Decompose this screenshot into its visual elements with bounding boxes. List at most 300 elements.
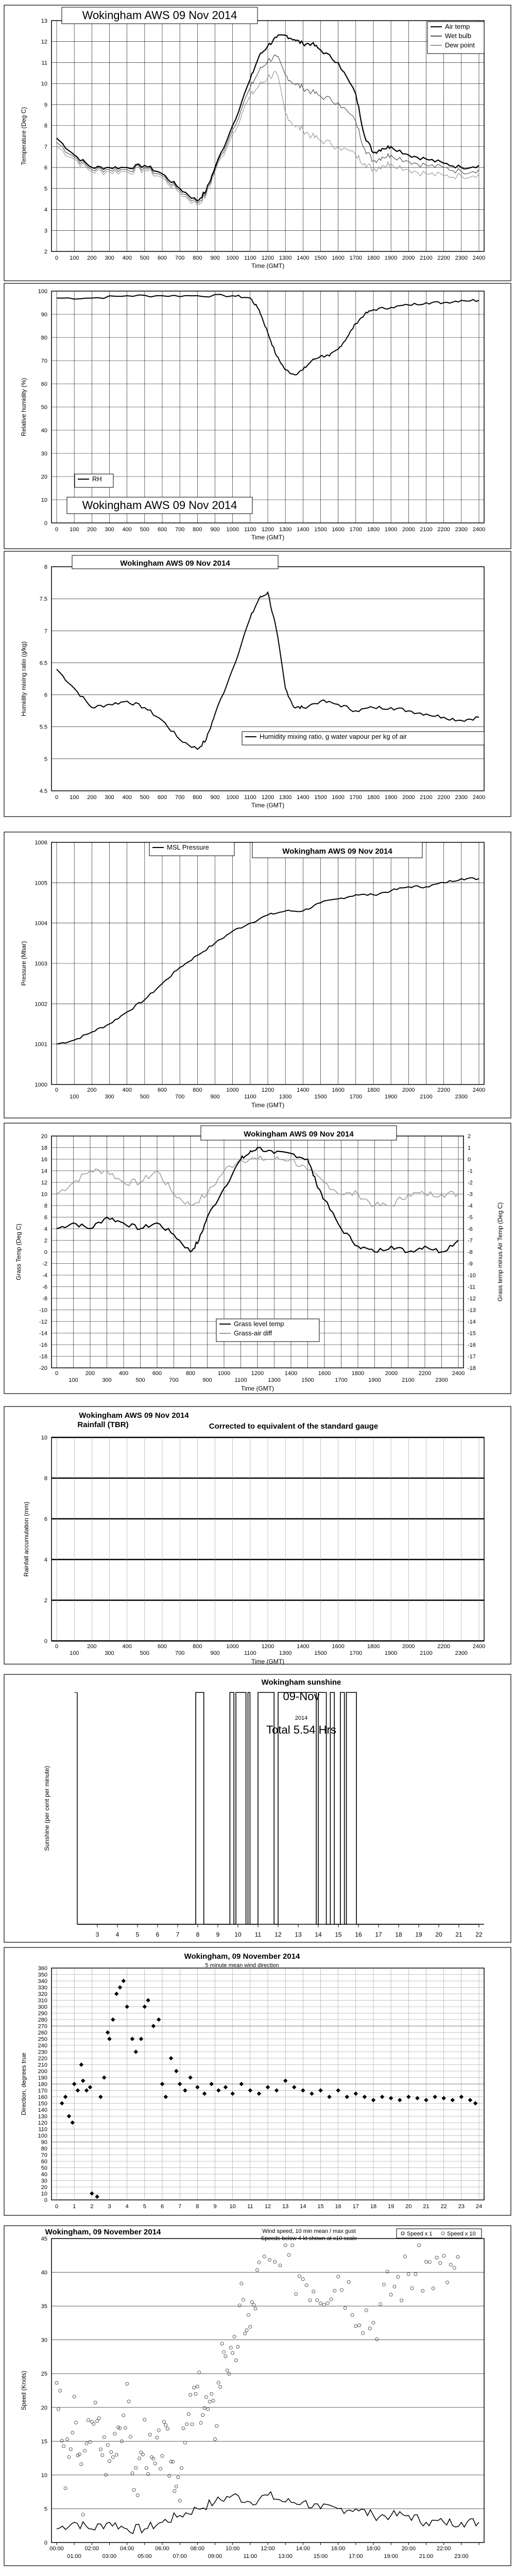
y-tick-label: 300 (38, 2004, 47, 2010)
x-tick-label: 2100 (402, 1377, 415, 1383)
x-tick-label: 00:00 (49, 2546, 64, 2552)
x-tick-label: 500 (140, 255, 150, 261)
x-tick-label: 1700 (335, 1377, 348, 1383)
y-tick-label: 10 (41, 1191, 47, 1198)
x-tick-label: 3 (95, 1931, 99, 1938)
y-tick-label: 35 (41, 2303, 47, 2310)
x-tick-label: 23 (458, 2204, 465, 2210)
date-label: 09-Nov (283, 1690, 320, 1703)
y-tick-label: 1003 (35, 961, 47, 967)
x-tick-label: 16 (335, 2204, 341, 2210)
x-tick-label: 0 (55, 255, 59, 261)
x-tick-label: 20 (435, 1931, 442, 1938)
y-tick-label: 20 (41, 474, 47, 480)
y-tick-label: 20 (41, 2184, 47, 2191)
y-tick-label: 6 (44, 692, 47, 699)
y-tick-label: 20 (41, 1133, 47, 1140)
x-tick-label: 13 (282, 2204, 289, 2210)
x-tick-label: 2300 (455, 1094, 468, 1100)
y-tick-label: 6 (44, 1516, 47, 1522)
y-axis-title: Temperature (Deg C) (20, 107, 27, 165)
y-tick-label: 30 (41, 2178, 47, 2184)
y-tick-label: -10 (39, 1307, 47, 1314)
y-tick-label: -20 (39, 1365, 47, 1371)
y-tick-label: 3 (44, 228, 47, 234)
y-axis-title: Pressure (Mbar) (20, 941, 27, 986)
y2-tick-label: -2 (468, 1180, 473, 1186)
x-tick-label: 1500 (314, 1094, 327, 1100)
y2-tick-label: -7 (468, 1238, 473, 1244)
x-tick-label: 1000 (226, 527, 239, 533)
y-tick-label: 8 (44, 1203, 47, 1209)
x-tick-label: 600 (157, 255, 167, 261)
x-tick-label: 14:00 (296, 2546, 311, 2552)
y-tick-label: 250 (38, 2036, 47, 2043)
x-tick-label: 400 (118, 1370, 129, 1377)
x-tick-label: 1800 (367, 1643, 380, 1650)
chart-subtitle: Wind speed, 10 min mean / max gust (262, 2228, 356, 2234)
x-tick-label: 700 (169, 1377, 179, 1383)
x-tick-label: 1600 (332, 794, 345, 801)
y-tick-label: 210 (38, 2062, 47, 2069)
x-tick-label: 600 (157, 794, 167, 801)
y-tick-label: 80 (41, 335, 47, 341)
x-tick-label: 2100 (420, 1650, 433, 1656)
x-tick-label: 2 (90, 2204, 94, 2210)
x-tick-label: 2000 (385, 1370, 398, 1377)
x-tick-label: 400 (122, 255, 132, 261)
x-axis-title: Time (GMT) (251, 262, 285, 269)
x-tick-label: 2000 (402, 1087, 415, 1093)
y-tick-label: 18 (41, 1145, 47, 1151)
y-tick-label: 1004 (35, 920, 47, 927)
y-axis-title: Relative humidity (%) (20, 378, 27, 436)
y2-tick-label: -4 (468, 1203, 473, 1209)
x-tick-label: 1900 (384, 1650, 398, 1656)
y-tick-label: 350 (38, 1972, 47, 1978)
y-tick-label: 90 (41, 2139, 47, 2146)
x-tick-label: 100 (69, 794, 79, 801)
x-tick-label: 1600 (332, 1087, 345, 1093)
x-tick-label: 10 (234, 1931, 242, 1938)
y-tick-label: 12 (41, 39, 47, 45)
y-tick-label: 30 (41, 2337, 47, 2344)
y-tick-label: 280 (38, 2017, 47, 2023)
x-tick-label: 2300 (455, 527, 468, 533)
y-tick-label: 270 (38, 2023, 47, 2030)
y2-tick-label: -17 (468, 1353, 476, 1360)
y-tick-label: 5.5 (39, 724, 47, 731)
x-tick-label: 09:00 (208, 2553, 222, 2560)
x-tick-label: 15 (317, 2204, 324, 2210)
x-tick-label: 24 (475, 2204, 483, 2210)
x-tick-label: 1400 (297, 1643, 310, 1650)
y-tick-label: 100 (38, 289, 47, 295)
x-tick-label: 17:00 (349, 2553, 363, 2560)
x-tick-label: 20 (405, 2204, 412, 2210)
x-tick-label: 1700 (349, 1094, 363, 1100)
x-tick-label: 15 (335, 1931, 342, 1938)
x-tick-label: 2100 (420, 794, 433, 801)
chart-title: Wokingham AWS 09 Nov 2014 (120, 559, 230, 568)
x-tick-label: 2400 (472, 1087, 486, 1093)
legend-label: Speed x 10 (447, 2231, 476, 2237)
y-tick-label: 5 (44, 185, 47, 192)
x-tick-label: 5 (143, 2204, 146, 2210)
y-tick-label: 0 (44, 1638, 47, 1645)
x-tick-label: 1700 (349, 255, 363, 261)
y-tick-label: -6 (42, 1284, 47, 1291)
x-tick-label: 1100 (244, 1650, 256, 1656)
x-tick-label: 7 (178, 2204, 182, 2210)
x-tick-label: 2300 (455, 794, 468, 801)
x-tick-label: 6 (156, 1931, 160, 1938)
x-tick-label: 19:00 (384, 2553, 398, 2560)
x-tick-label: 2300 (435, 1377, 448, 1383)
x-tick-label: 12 (274, 1931, 282, 1938)
x-tick-label: 0 (55, 2204, 59, 2210)
x-tick-label: 1600 (332, 527, 345, 533)
x-tick-label: 900 (210, 1094, 220, 1100)
x-tick-label: 1400 (297, 1087, 310, 1093)
x-tick-label: 16:00 (331, 2546, 346, 2552)
x-tick-label: 2000 (402, 794, 415, 801)
x-tick-label: 16 (355, 1931, 362, 1938)
x-tick-label: 2200 (437, 1087, 450, 1093)
total-label: Total 5.54 Hrs (266, 1723, 336, 1736)
x-tick-label: 2000 (402, 255, 415, 261)
y2-tick-label: -8 (468, 1249, 473, 1256)
x-tick-label: 300 (102, 1377, 112, 1383)
y-tick-label: 40 (41, 428, 47, 434)
x-tick-label: 5 (135, 1931, 140, 1938)
y-tick-label: 100 (38, 2133, 47, 2139)
x-tick-label: 900 (210, 527, 220, 533)
x-tick-label: 700 (175, 1650, 185, 1656)
y-tick-label: 10 (41, 2472, 47, 2479)
x-tick-label: 1400 (284, 1370, 298, 1377)
x-tick-label: 200 (87, 1643, 97, 1650)
x-tick-label: 800 (193, 1643, 202, 1650)
y-axis-title: Sunshine (per cent per minute) (43, 1766, 50, 1851)
y-tick-label: 150 (38, 2100, 47, 2107)
x-tick-label: 21 (455, 1931, 462, 1938)
x-tick-label: 800 (193, 1087, 202, 1093)
x-tick-label: 900 (210, 255, 220, 261)
y-tick-label: 310 (38, 1997, 47, 2004)
y-tick-label: 5 (44, 2506, 47, 2513)
y-tick-label: 12 (41, 1180, 47, 1186)
x-tick-label: 1000 (226, 1643, 239, 1650)
x-tick-label: 500 (140, 794, 150, 801)
x-tick-label: 100 (69, 255, 79, 261)
x-tick-label: 23:00 (454, 2553, 469, 2560)
x-tick-label: 10 (229, 2204, 236, 2210)
x-tick-label: 2200 (437, 1643, 450, 1650)
y-tick-label: 0 (44, 520, 47, 527)
x-tick-label: 06:00 (155, 2546, 169, 2552)
x-tick-label: 2400 (472, 794, 486, 801)
x-tick-label: 21:00 (419, 2553, 434, 2560)
y-tick-label: 110 (38, 2126, 47, 2133)
y-tick-label: 2 (44, 1598, 47, 1604)
x-tick-label: 400 (122, 1643, 132, 1650)
y-tick-label: 10 (41, 497, 47, 503)
x-tick-label: 1500 (314, 1650, 327, 1656)
x-axis-title: Time (GMT) (251, 534, 285, 541)
x-tick-label: 02:00 (84, 2546, 99, 2552)
x-tick-label: 500 (140, 1094, 150, 1100)
legend-label: MSL Pressure (167, 843, 209, 851)
x-tick-label: 800 (193, 527, 202, 533)
x-tick-label: 300 (105, 794, 114, 801)
x-tick-label: 18 (370, 2204, 377, 2210)
y-tick-label: -8 (42, 1296, 47, 1302)
x-tick-label: 2100 (420, 255, 433, 261)
y-tick-label: -18 (39, 1353, 47, 1360)
x-tick-label: 1600 (318, 1370, 331, 1377)
x-tick-label: 1100 (244, 794, 256, 801)
x-tick-label: 01:00 (67, 2553, 81, 2560)
y-tick-label: 1001 (35, 1041, 47, 1048)
x-tick-label: 1000 (226, 1087, 239, 1093)
y-tick-label: 1002 (35, 1001, 47, 1008)
y-tick-label: 6 (44, 165, 47, 172)
legend-label: RH (92, 475, 102, 483)
x-tick-label: 1200 (261, 1643, 274, 1650)
x-tick-label: 20:00 (401, 2546, 416, 2552)
y-tick-label: 4 (44, 1557, 47, 1563)
y-tick-label: 200 (38, 2069, 47, 2075)
legend-label: Grass-air diff (234, 1329, 272, 1337)
x-tick-label: 0 (55, 527, 59, 533)
x-tick-label: 17 (375, 1931, 382, 1938)
x-tick-label: 2200 (437, 527, 450, 533)
x-tick-label: 2400 (472, 255, 486, 261)
x-tick-label: 1900 (384, 794, 398, 801)
y-tick-label: 50 (41, 2165, 47, 2172)
x-tick-label: 1800 (367, 527, 380, 533)
y2-tick-label: -6 (468, 1226, 473, 1232)
y-tick-label: 70 (41, 358, 47, 364)
x-tick-label: 400 (122, 794, 132, 801)
y2-tick-label: -3 (468, 1191, 473, 1198)
x-tick-label: 1100 (234, 1377, 247, 1383)
y-tick-label: 4 (44, 1226, 47, 1232)
x-tick-label: 19 (415, 1931, 422, 1938)
y-tick-label: 160 (38, 2094, 47, 2100)
x-tick-label: 700 (175, 527, 185, 533)
y-tick-label: 50 (41, 404, 47, 411)
x-tick-label: 1100 (244, 527, 256, 533)
chart-title: Wokingham AWS 09 Nov 2014 (82, 499, 237, 512)
x-tick-label: 1200 (261, 1087, 274, 1093)
x-tick-label: 800 (185, 1370, 196, 1377)
y-tick-label: 2 (44, 1238, 47, 1244)
x-tick-label: 200 (85, 1370, 95, 1377)
y-tick-label: 130 (38, 2113, 47, 2120)
x-tick-label: 08:00 (190, 2546, 205, 2552)
y2-tick-label: -1 (468, 1168, 473, 1175)
x-tick-label: 21 (423, 2204, 430, 2210)
x-tick-label: 1 (73, 2204, 76, 2210)
chart-panel-7 (4, 1674, 511, 1942)
plot-area-3 (52, 567, 484, 791)
y-tick-label: 240 (38, 2043, 47, 2049)
x-tick-label: 1900 (384, 255, 398, 261)
x-tick-label: 14 (315, 1931, 322, 1938)
x-tick-label: 1700 (349, 527, 363, 533)
x-tick-label: 3 (108, 2204, 111, 2210)
x-tick-label: 900 (210, 1650, 220, 1656)
x-tick-label: 200 (87, 527, 97, 533)
x-tick-label: 2400 (452, 1370, 465, 1377)
x-tick-label: 1700 (349, 1650, 363, 1656)
y2-tick-label: 2 (468, 1133, 471, 1140)
x-tick-label: 9 (216, 1931, 220, 1938)
y-tick-label: 6.5 (39, 660, 47, 667)
y-tick-label: 4 (44, 207, 47, 213)
y-tick-label: 220 (38, 2056, 47, 2062)
x-tick-label: 900 (210, 794, 220, 801)
y-tick-label: 1000 (35, 1082, 47, 1088)
y2-tick-label: -15 (468, 1330, 476, 1337)
x-tick-label: 700 (175, 794, 185, 801)
y-axis-title: Rainfall accumulation (mm) (23, 1501, 30, 1577)
y-tick-label: 5 (44, 756, 47, 762)
x-tick-label: 1300 (279, 255, 292, 261)
x-tick-label: 13 (295, 1931, 302, 1938)
y-tick-label: 25 (41, 2371, 47, 2378)
y2-axis-title: Grass temp minus Air Temp (Deg C) (496, 1202, 504, 1302)
y-tick-label: 15 (41, 2438, 47, 2445)
x-tick-label: 22 (440, 2204, 447, 2210)
y-tick-label: 10 (41, 81, 47, 88)
chart-subtitle: Rainfall (TBR) (77, 1420, 129, 1429)
y-tick-label: 60 (41, 2159, 47, 2165)
chart-title: Wokingham AWS 09 Nov 2014 (82, 9, 237, 22)
y2-tick-label: 0 (468, 1157, 471, 1163)
x-tick-label: 12 (264, 2204, 271, 2210)
chart-subtitle: 5 minute mean wind direction (205, 1962, 279, 1969)
x-tick-label: 1300 (279, 794, 292, 801)
x-tick-label: 2100 (420, 527, 433, 533)
x-axis-title: Time (GMT) (241, 1385, 274, 1392)
x-tick-label: 2000 (402, 527, 415, 533)
x-tick-label: 1100 (244, 255, 256, 261)
x-tick-label: 22:00 (436, 2546, 451, 2552)
legend-label: Dew point (445, 41, 475, 49)
x-tick-label: 11:00 (243, 2553, 258, 2560)
chart-title: Wokingham AWS 09 Nov 2014 (282, 847, 392, 856)
y-tick-label: 16 (41, 1157, 47, 1163)
y-tick-label: 40 (41, 2172, 47, 2178)
y2-tick-label: -14 (468, 1319, 476, 1325)
x-tick-label: 2200 (437, 255, 450, 261)
y2-tick-label: -10 (468, 1273, 476, 1279)
y-tick-label: 7 (44, 144, 47, 150)
x-tick-label: 07:00 (173, 2553, 187, 2560)
legend-label: Speed x 1 (407, 2231, 433, 2237)
x-tick-label: 1500 (314, 527, 327, 533)
y-tick-label: 8 (44, 123, 47, 129)
y-tick-label: 14 (41, 1168, 47, 1175)
y-tick-label: 290 (38, 2010, 47, 2017)
y-tick-label: 260 (38, 2030, 47, 2036)
x-tick-label: 1800 (367, 255, 380, 261)
x-tick-label: 03:00 (102, 2553, 117, 2560)
x-tick-label: 300 (105, 1650, 114, 1656)
x-tick-label: 300 (105, 1094, 114, 1100)
y-tick-label: 0 (44, 1249, 47, 1256)
x-tick-label: 700 (175, 1094, 185, 1100)
x-tick-label: 6 (160, 2204, 164, 2210)
y-tick-label: 30 (41, 451, 47, 457)
y2-tick-label: -5 (468, 1214, 473, 1221)
x-tick-label: 18:00 (366, 2546, 381, 2552)
x-tick-label: 1500 (301, 1377, 314, 1383)
x-tick-label: 200 (87, 794, 97, 801)
x-tick-label: 18 (395, 1931, 402, 1938)
x-tick-label: 900 (202, 1377, 212, 1383)
legend-label: Humidity mixing ratio, g water vapour per kg of air (260, 733, 407, 740)
x-tick-label: 1200 (261, 794, 274, 801)
x-tick-label: 17 (352, 2204, 359, 2210)
y2-tick-label: -12 (468, 1296, 476, 1302)
x-tick-label: 2200 (418, 1370, 432, 1377)
x-tick-label: 0 (55, 794, 59, 801)
x-tick-label: 1400 (297, 794, 310, 801)
x-tick-label: 4 (115, 1931, 119, 1938)
y-tick-label: -16 (39, 1342, 47, 1348)
y-tick-label: 45 (41, 2236, 47, 2242)
x-tick-label: 1600 (332, 255, 345, 261)
x-tick-label: 100 (69, 1650, 79, 1656)
x-tick-label: 11 (254, 1931, 262, 1938)
x-tick-label: 500 (135, 1377, 145, 1383)
legend-label: Grass level temp (234, 1320, 284, 1328)
x-tick-label: 0 (55, 1643, 59, 1650)
x-tick-label: 200 (87, 255, 97, 261)
y-tick-label: 10 (41, 1435, 47, 1441)
x-tick-label: 1500 (314, 794, 327, 801)
y-tick-label: 120 (38, 2120, 47, 2126)
x-tick-label: 1900 (384, 527, 398, 533)
x-tick-label: 1500 (314, 255, 327, 261)
x-tick-label: 2300 (455, 255, 468, 261)
y-tick-label: 170 (38, 2088, 47, 2094)
y-axis-title: Speed (Knots) (20, 2370, 27, 2411)
x-tick-label: 1600 (332, 1643, 345, 1650)
x-tick-label: 13:00 (278, 2553, 293, 2560)
y2-tick-label: -18 (468, 1365, 476, 1371)
y-tick-label: 1006 (35, 840, 47, 846)
x-tick-label: 1200 (261, 527, 274, 533)
x-tick-label: 100 (69, 1094, 79, 1100)
x-tick-label: 700 (175, 255, 185, 261)
x-tick-label: 1300 (279, 527, 292, 533)
x-tick-label: 400 (122, 527, 132, 533)
x-tick-label: 2200 (437, 794, 450, 801)
y-tick-label: 11 (41, 60, 47, 66)
y-tick-label: 230 (38, 2049, 47, 2056)
x-tick-label: 300 (105, 255, 114, 261)
x-tick-label: 2100 (420, 1094, 433, 1100)
chart-title: Wokingham, 09 November 2014 (45, 2228, 161, 2236)
y-tick-label: 4.5 (39, 788, 47, 794)
x-tick-label: 1700 (349, 794, 363, 801)
y-tick-label: 360 (38, 1965, 47, 1972)
